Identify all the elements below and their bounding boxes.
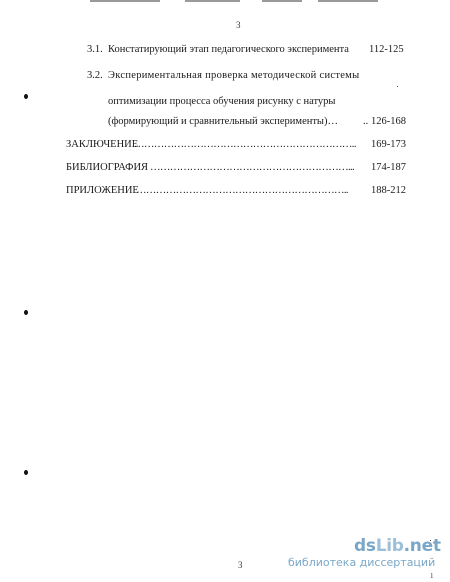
- watermark-logo-lib: Lib: [375, 536, 404, 556]
- toc-entry-title: БИБЛИОГРАФИЯ: [66, 162, 149, 173]
- binding-hole-mark: [24, 310, 28, 315]
- toc-entry-pages: 126-168: [371, 116, 406, 127]
- watermark-logo: [354, 536, 441, 556]
- toc-entry-pages: 112-125: [369, 44, 404, 55]
- toc-entry-leader-dots: ..: [363, 116, 369, 127]
- scan-edge-mark: [90, 0, 160, 2]
- binding-hole-mark: [24, 94, 28, 99]
- watermark-logo-net: .net: [403, 536, 441, 556]
- binding-hole-mark: [24, 470, 28, 475]
- toc-entry-title: Экспериментальная проверка методической системы: [108, 70, 360, 81]
- scan-edge-mark: [318, 0, 378, 2]
- toc-entry-leader-dots: ……………………………………………………...: [150, 162, 355, 173]
- watermark-subtitle: библиотека диссертаций: [288, 556, 436, 569]
- scan-edge-mark: [262, 0, 302, 2]
- toc-entry-number: 3.1.: [87, 44, 103, 55]
- toc-entry-title-continued: оптимизации процесса обучения рисунку с натуры: [108, 96, 336, 107]
- scan-speck: [397, 86, 398, 87]
- scan-edge-mark: [185, 0, 240, 2]
- toc-entry-number: 3.2.: [87, 70, 103, 81]
- toc-entry-title: ЗАКЛЮЧЕНИЕ: [66, 139, 139, 150]
- header-page-number: 3: [236, 20, 241, 30]
- corner-mark: 1: [430, 572, 434, 580]
- toc-entry-leader-dots: ………………………………………………………..: [136, 185, 348, 196]
- watermark: [288, 536, 450, 576]
- toc-entry-title: Констатирующий этап педагогического эксперимента: [108, 44, 349, 55]
- toc-entry-title-continued: (формирующий и сравнительный эксперименты)…: [108, 116, 338, 127]
- toc-entry-pages: 174-187: [371, 162, 406, 173]
- watermark-logo-ds: ds: [354, 536, 376, 556]
- toc-entry-title: ПРИЛОЖЕНИЕ: [66, 185, 139, 196]
- toc-entry-pages: 188-212: [371, 185, 406, 196]
- footer-page-number: 3: [238, 560, 243, 570]
- toc-entry-leader-dots: …………………………………………………………..: [134, 139, 356, 150]
- toc-entry-pages: 169-173: [371, 139, 406, 150]
